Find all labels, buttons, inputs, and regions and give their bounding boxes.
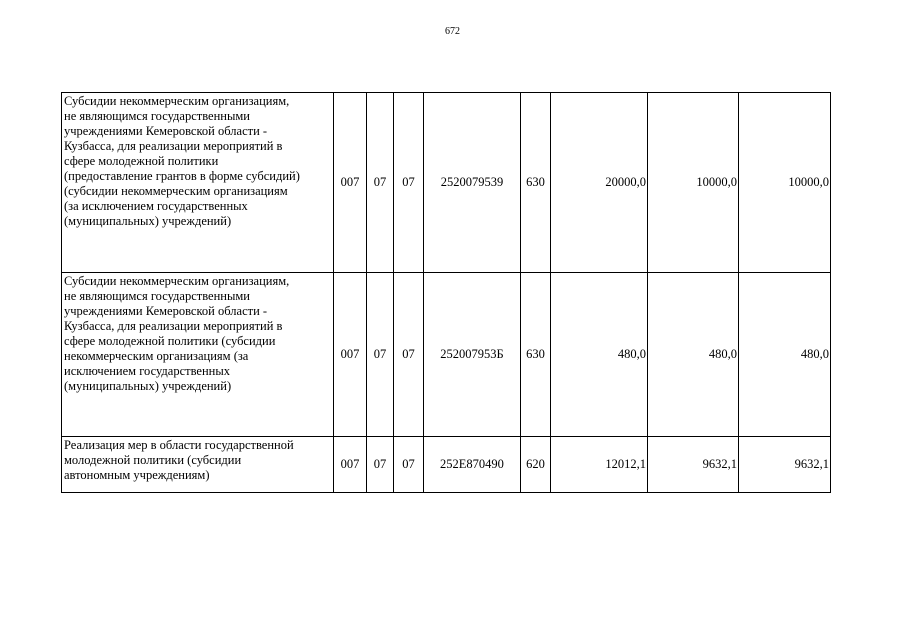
description-cell — [62, 93, 334, 273]
description-line: не являющимся государственными — [64, 109, 250, 123]
table-row — [62, 437, 831, 493]
amount-cell-1: 20000,0 — [551, 93, 648, 273]
page-number: 672 — [445, 26, 460, 37]
description-line: (субсидии некоммерческим организациям — [64, 184, 288, 198]
description-line: некоммерческим организациям (за — [64, 349, 249, 363]
description-line: исключением государственных — [64, 364, 231, 378]
expense-type-cell: 620 — [521, 437, 551, 493]
description-line: Кузбасса, для реализации мероприятий в — [64, 139, 283, 153]
description-line: (муниципальных) учреждений) — [64, 214, 232, 228]
amount-cell-1: 12012,1 — [551, 437, 648, 493]
amount-cell-1: 480,0 — [551, 273, 648, 437]
description-line: (за исключением государственных — [64, 199, 248, 213]
description-line: молодежной политики (субсидии — [64, 453, 242, 467]
description-line: Субсидии некоммерческим организациям, — [64, 274, 290, 288]
subsection-code-cell: 07 — [394, 93, 424, 273]
section-code-cell: 07 — [367, 273, 394, 437]
ministry-code-cell: 007 — [334, 437, 367, 493]
amount-cell-2: 9632,1 — [648, 437, 739, 493]
ministry-code-cell: 007 — [334, 273, 367, 437]
target-article-cell: 252E870490 — [424, 437, 521, 493]
description-line: учреждениями Кемеровской области - — [64, 124, 268, 138]
description-line: (предоставление грантов в форме субсидий) — [64, 169, 300, 183]
subsection-code-cell: 07 — [394, 437, 424, 493]
description-line: сфере молодежной политики (субсидии — [64, 334, 276, 348]
target-article-cell: 252007953Б — [424, 273, 521, 437]
description-line: (муниципальных) учреждений) — [64, 379, 232, 393]
description-line: Кузбасса, для реализации мероприятий в — [64, 319, 283, 333]
description-cell — [62, 273, 334, 437]
expense-type-cell: 630 — [521, 93, 551, 273]
description-cell — [62, 437, 334, 493]
subsection-code-cell: 07 — [394, 273, 424, 437]
amount-cell-3: 480,0 — [739, 273, 831, 437]
amount-cell-3: 10000,0 — [739, 93, 831, 273]
ministry-code-cell: 007 — [334, 93, 367, 273]
amount-cell-3: 9632,1 — [739, 437, 831, 493]
description-line: автономным учреждениям) — [64, 468, 210, 482]
description-line: Субсидии некоммерческим организациям, — [64, 94, 290, 108]
description-line: Реализация мер в области государственной — [64, 438, 294, 452]
target-article-cell: 2520079539 — [424, 93, 521, 273]
budget-table — [61, 92, 831, 493]
description-line: учреждениями Кемеровской области - — [64, 304, 268, 318]
description-line: сфере молодежной политики — [64, 154, 219, 168]
table-row — [62, 93, 831, 273]
table-row — [62, 273, 831, 437]
section-code-cell: 07 — [367, 93, 394, 273]
expense-type-cell: 630 — [521, 273, 551, 437]
section-code-cell: 07 — [367, 437, 394, 493]
amount-cell-2: 10000,0 — [648, 93, 739, 273]
amount-cell-2: 480,0 — [648, 273, 739, 437]
description-line: не являющимся государственными — [64, 289, 250, 303]
